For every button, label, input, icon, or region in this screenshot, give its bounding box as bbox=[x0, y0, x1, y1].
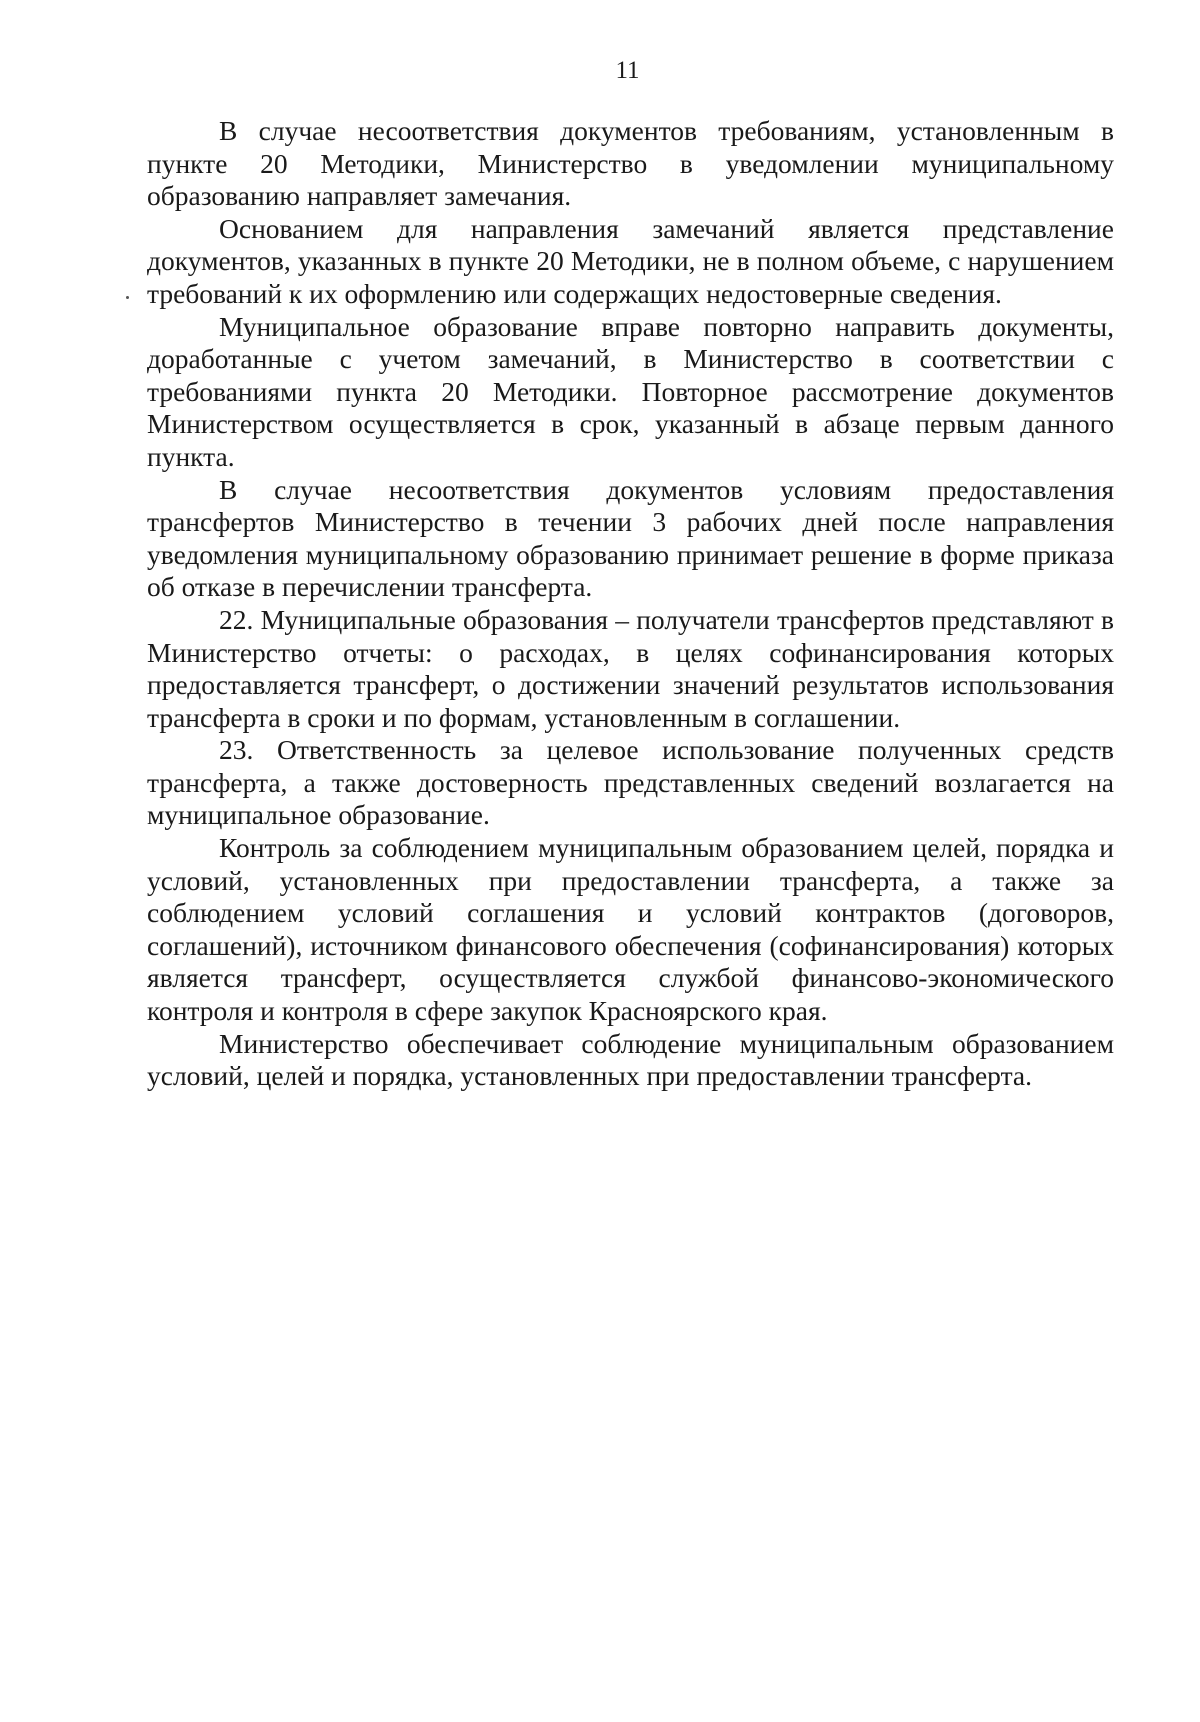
paragraph-item-22-reports: 22. Муниципальные образования – получатели трансфертов представляют в Министерство отчеты: о расходах, в целях софинансирования которых предоставляется трансферт, о достижении значений результатов использования трансферта в сроки и по формам, установленным в соглашении. bbox=[147, 603, 1114, 733]
paragraph-remarks: В случае несоответствия документов требованиям, установленным в пункте 20 Методики, Министерство в уведомлении муниципальному образованию направляет замечания. bbox=[147, 115, 1114, 212]
document-body bbox=[147, 115, 1114, 1093]
paragraph-resubmission: Муниципальное образование вправе повторно направить документы, доработанные с учетом замечаний, в Министерство в соответствии с требованиями пункта 20 Методики. Повторное рассмотрение документов Министерством осуществляется в срок, указанный в абзаце первым данного пункта. bbox=[147, 310, 1114, 472]
paragraph-refusal: В случае несоответствия документов условиям предоставления трансфертов Министерство в течении 3 рабочих дней после направления уведомления муниципальному образованию принимает решение в форме приказа об отказе в перечислении трансферта. bbox=[147, 473, 1114, 603]
paragraph-ministry-compliance: Министерство обеспечивает соблюдение муниципальным образованием условий, целей и порядка, установленных при предоставлении трансферта. bbox=[147, 1027, 1114, 1092]
page-number: 11 bbox=[615, 57, 640, 84]
scan-artifact-dot bbox=[126, 296, 129, 299]
paragraph-control: Контроль за соблюдением муниципальным образованием целей, порядка и условий, установленных при предоставлении трансферта, а также за соблюдением условий соглашения и условий контрактов (договоров, соглашений), источником финансового обеспечения (софинансирования) которых является трансферт, осуществляется службой финансово-экономического контроля и контроля в сфере закупок Красноярского края. bbox=[147, 832, 1114, 1027]
paragraph-grounds-for-remarks: Основанием для направления замечаний является представление документов, указанных в пункте 20 Методики, не в полном объеме, с нарушением требований к их оформлению или содержащих недостоверные сведения. bbox=[147, 212, 1114, 309]
paragraph-item-23-responsibility: 23. Ответственность за целевое использование полученных средств трансферта, а также достоверность представленных сведений возлагается на муниципальное образование. bbox=[147, 734, 1114, 831]
